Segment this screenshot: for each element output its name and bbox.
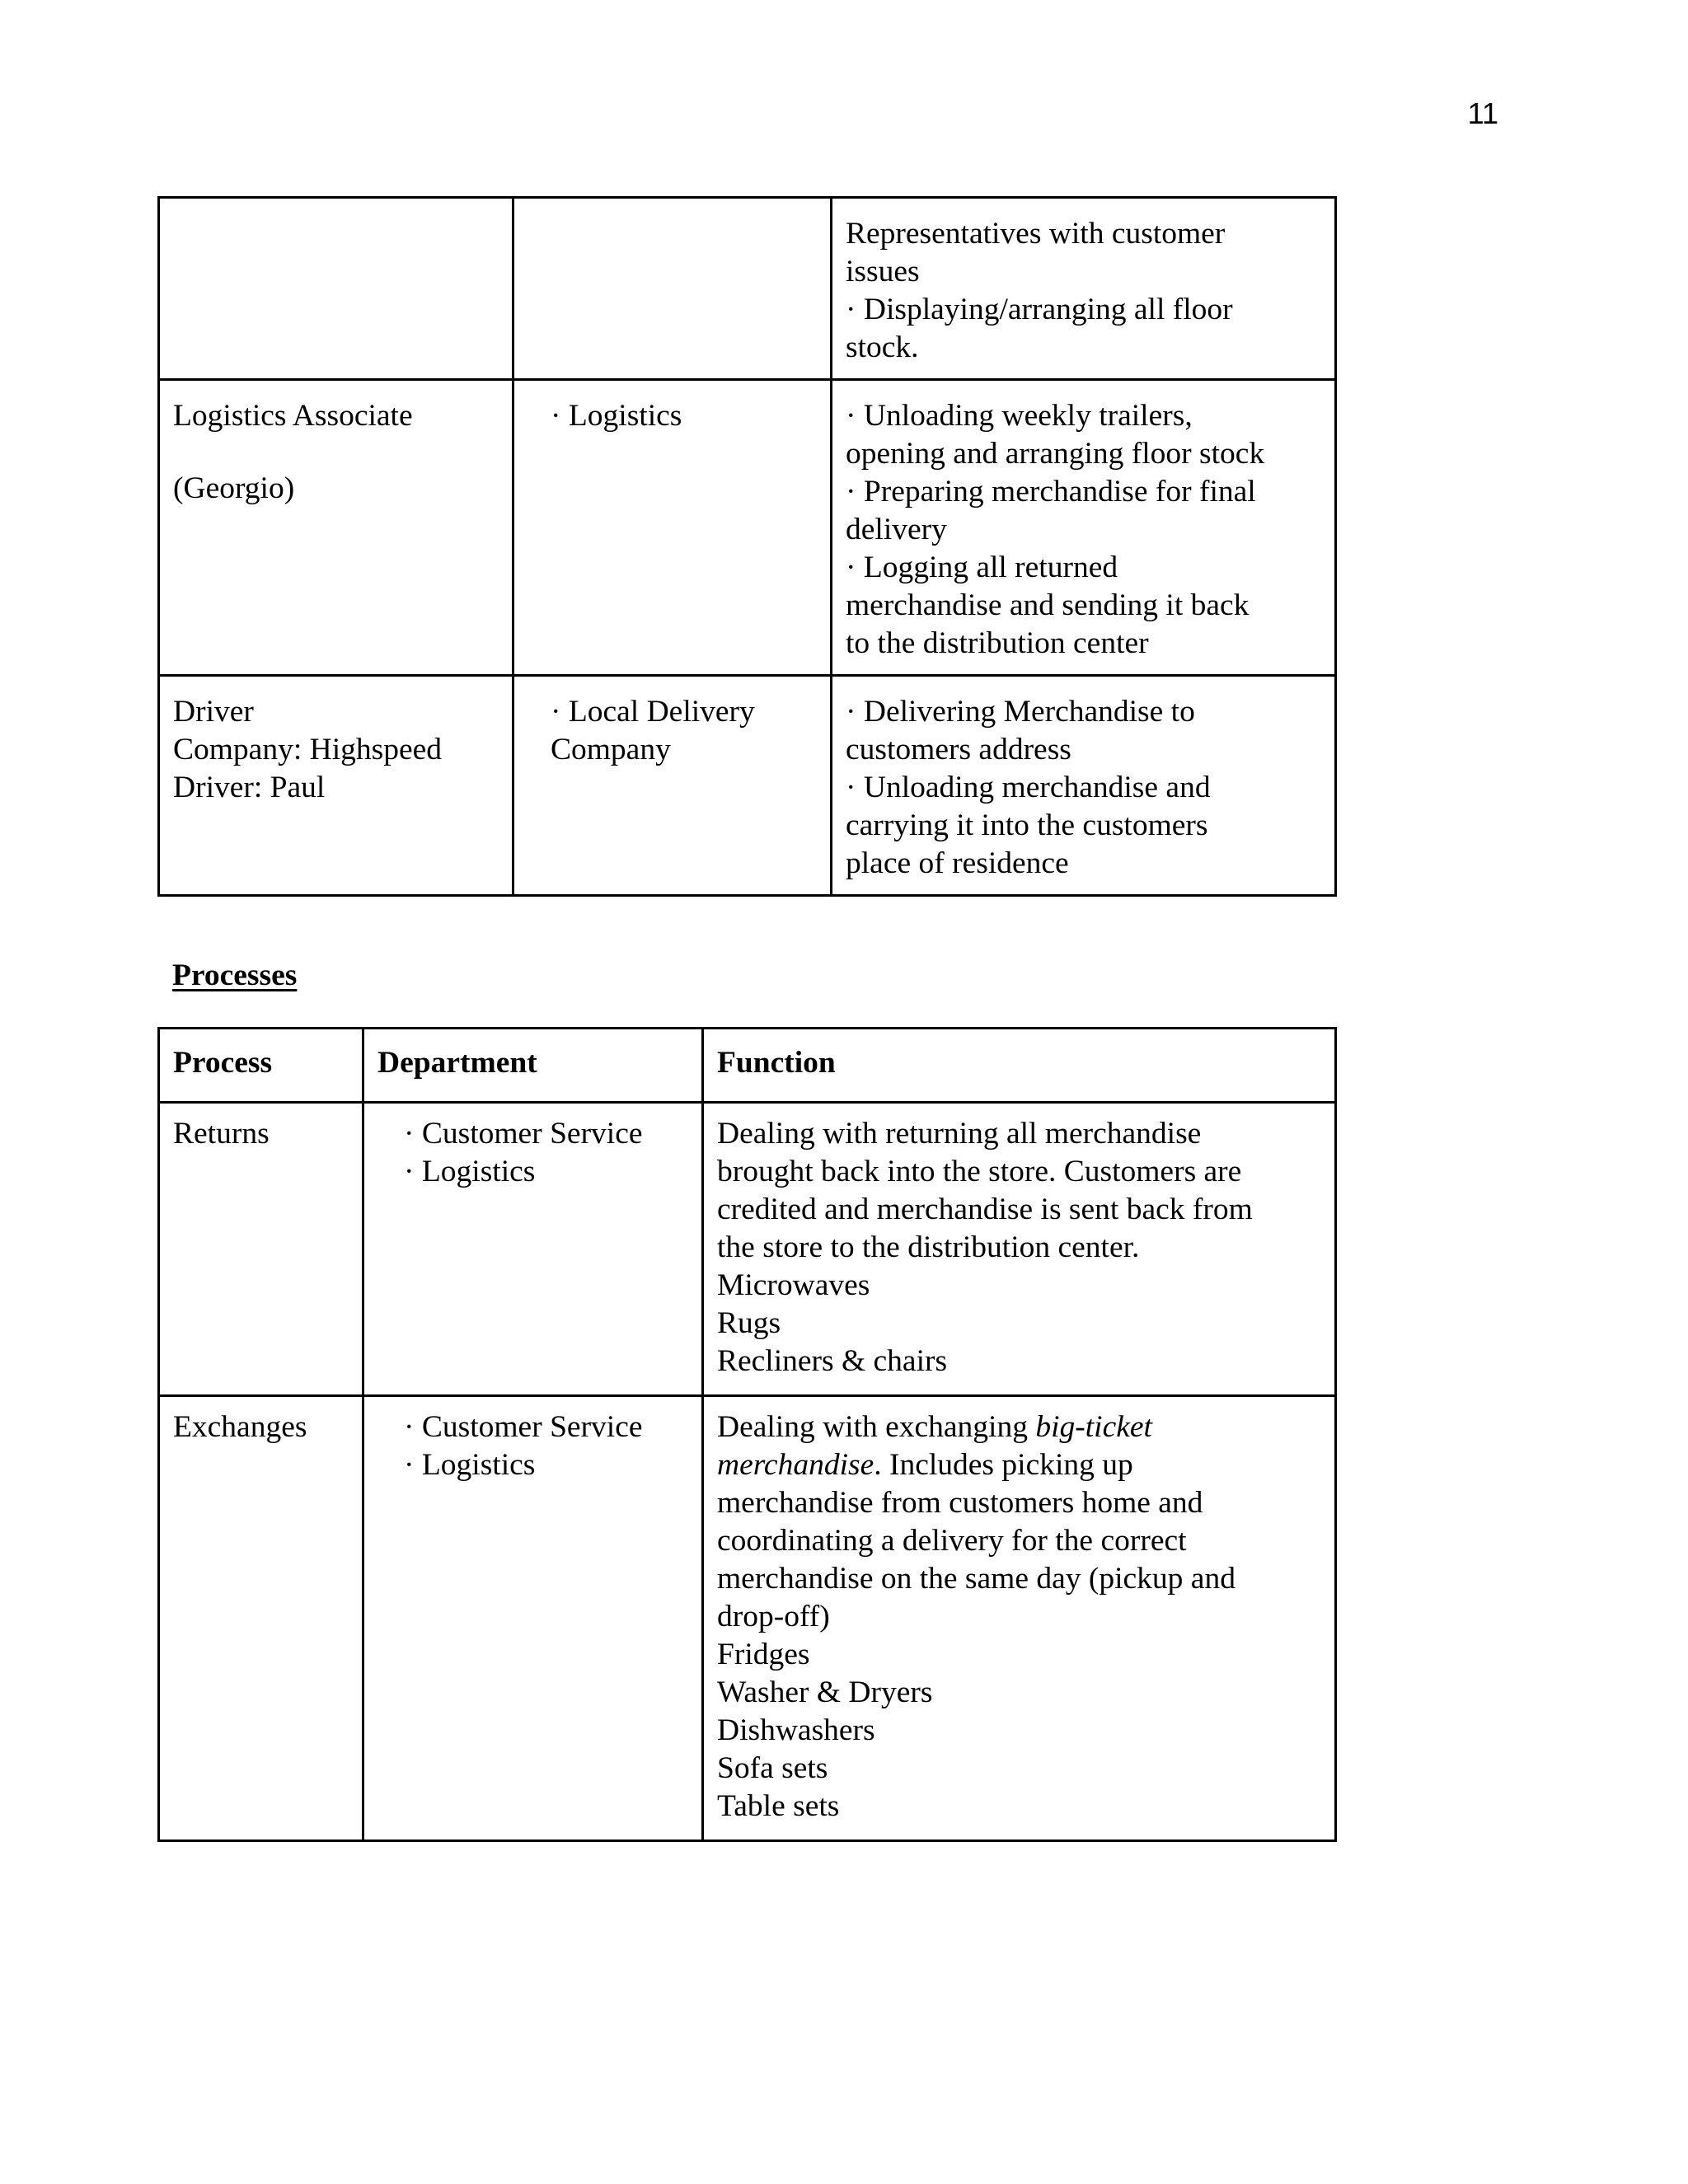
role-person: (Georgio)	[173, 471, 295, 505]
role-title: Logistics Associate	[173, 399, 413, 433]
roles-table	[157, 196, 1337, 897]
function-line: merchandise from customers home and	[717, 1486, 1203, 1520]
header-row	[159, 1029, 1336, 1103]
department-item: · Logistics	[404, 1448, 536, 1482]
function-cell	[703, 1103, 1336, 1396]
duty-line: · Delivering Merchandise to	[846, 695, 1195, 729]
duty-line: · Preparing merchandise for final	[846, 475, 1256, 509]
function-line: brought back into the store. Customers are	[717, 1155, 1242, 1188]
column-header: Department	[363, 1029, 703, 1103]
department-item: · Logistics	[551, 399, 682, 433]
department-cell	[513, 198, 832, 380]
duty-line: · Unloading weekly trailers,	[846, 399, 1193, 433]
function-line: Rugs	[717, 1306, 781, 1340]
department-item: · Logistics	[404, 1155, 536, 1188]
function-line: Recliners & chairs	[717, 1344, 948, 1378]
duty-line: · Logging all returned	[846, 551, 1118, 584]
processes-table	[157, 1027, 1337, 1842]
function-line: coordinating a delivery for the correct	[717, 1524, 1187, 1558]
department-item: Company	[551, 733, 671, 766]
duty-line: Representatives with customer	[846, 217, 1226, 251]
column-header: Process	[159, 1029, 363, 1103]
duty-line: · Unloading merchandise and	[846, 771, 1211, 804]
department-item: · Customer Service	[404, 1117, 643, 1151]
page-number: 11	[1467, 96, 1498, 130]
duties-cell	[832, 198, 1336, 380]
department-cell	[513, 380, 832, 676]
duties-cell	[832, 380, 1336, 676]
department-item: · Local Delivery	[551, 695, 755, 729]
role-cell	[159, 198, 513, 380]
duties-cell	[832, 676, 1336, 896]
department-cell	[513, 676, 832, 896]
duty-line: stock.	[846, 330, 919, 364]
table-row	[159, 1396, 1336, 1841]
function-cell	[703, 1396, 1336, 1841]
table-row	[159, 380, 1336, 676]
section-heading: Processes	[172, 958, 298, 992]
function-line: Table sets	[717, 1789, 840, 1823]
duty-line: carrying it into the customers	[846, 808, 1208, 842]
function-line: Fridges	[717, 1638, 810, 1671]
role-company: Company: Highspeed	[173, 733, 443, 766]
role-cell	[159, 676, 513, 896]
function-line: Microwaves	[717, 1268, 870, 1302]
column-header: Function	[703, 1029, 1336, 1103]
department-cell	[363, 1396, 703, 1841]
duty-line: issues	[846, 255, 920, 288]
table-row	[159, 1103, 1336, 1396]
duty-line: merchandise and sending it back	[846, 588, 1250, 622]
process-cell: Returns	[159, 1103, 363, 1396]
role-cell	[159, 380, 513, 676]
table-row	[159, 198, 1336, 380]
function-line: merchandise. Includes picking up	[717, 1448, 1133, 1482]
function-line: Sofa sets	[717, 1751, 828, 1785]
function-line: the store to the distribution center.	[717, 1230, 1140, 1264]
duty-line: opening and arranging floor stock	[846, 437, 1265, 471]
duty-line: delivery	[846, 513, 947, 546]
duty-line: to the distribution center	[846, 626, 1149, 660]
function-line: Washer & Dryers	[717, 1675, 933, 1709]
table-row	[159, 676, 1336, 896]
function-line: Dishwashers	[717, 1713, 875, 1747]
department-item: · Customer Service	[404, 1410, 643, 1444]
role-person: Driver: Paul	[173, 771, 326, 804]
function-line: Dealing with exchanging big-ticket	[717, 1410, 1152, 1444]
function-line: drop-off)	[717, 1600, 830, 1633]
duty-line: place of residence	[846, 846, 1069, 880]
function-line: credited and merchandise is sent back from	[717, 1193, 1253, 1226]
process-cell: Exchanges	[159, 1396, 363, 1841]
department-cell	[363, 1103, 703, 1396]
function-line: Dealing with returning all merchandise	[717, 1117, 1202, 1151]
role-title: Driver	[173, 695, 254, 729]
duty-line: customers address	[846, 733, 1071, 766]
duty-line: · Displaying/arranging all floor	[846, 293, 1233, 326]
function-line: merchandise on the same day (pickup and	[717, 1562, 1236, 1596]
